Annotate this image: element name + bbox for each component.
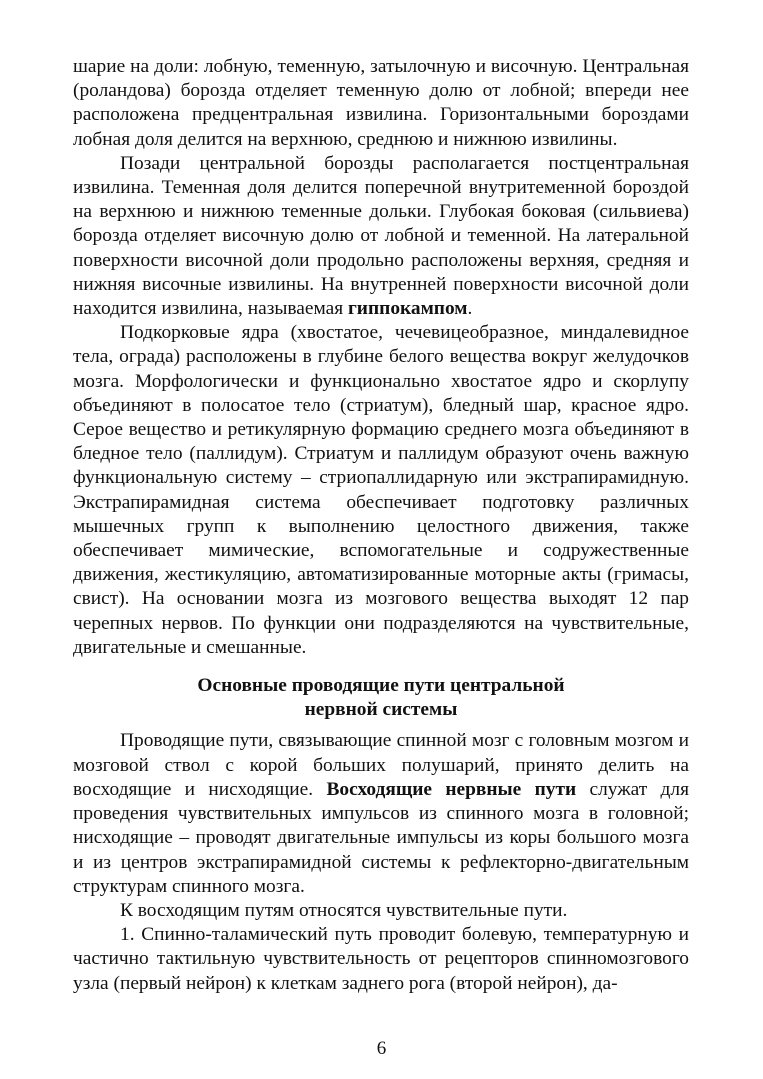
bold-term: гиппокампом [348,298,468,320]
paragraph: Подкорковые ядра (хвостатое, чечевицеобразное, миндалевидное тела, ограда) расположены в глубине белого вещества вокруг желудочков мозга. Морфологически и функционально хвостатое ядро и скорлупу объединяют в полосатое тело (стриатум), бледный шар, красное ядро. Серое вещество и ретикулярную формацию среднего мозга объединяют в бледное тело (паллидум). Стриатум и паллидум образуют очень важную функциональную систему – стриопаллидарную или экстрапирамидную. Экстрапирамидная система обеспечивает подготовку различных мышечных групп к выполнению целостного движения, также обеспечивает мимические, вспомогательные и содружественные движения, жестикуляцию, автоматизированные моторные акты (гримасы, свист). На основании мозга из мозгового вещества выходят 12 пар черепных нервов. По функции они подразделяются на чувствительные, двигательные и смешанные. [73,322,689,658]
paragraph: 1. Спинно-таламический путь проводит болевую, температурную и частично тактильную чувствительность от рецепторов спинномозгового узла (первый нейрон) к клеткам заднего рога (второй нейрон), да- [73,924,689,994]
page-body [73,55,689,996]
page-number: 6 [376,1038,387,1059]
paragraph: К восходящим путям относятся чувствительные пути. [120,899,568,921]
paragraph: шарие на доли: лобную, теменную, затылочную и височную. Центральная (роландова) борозда отделяет теменную долю от лобной; впереди нее расположена предцентральная извилина. Горизонтальными бороздами лобная доля делится на верхнюю, среднюю и нижнюю извилины. [73,56,689,150]
paragraph: Проводящие пути, связывающие спинной мозг с головным мозгом и мозговой ствол с корой больших полушарий, принято делить на восходящие и нисходящие. Восходящие нервные пути служат для проведения чувствительных импульсов из спинного мозга в головной; нисходящие – проводят двигательные импульсы из коры большого мозга и из центров экстрапирамидной системы к рефлекторно-двигательным структурам спинного мозга. [73,730,689,897]
section-heading-line: Основные проводящие пути центральной [197,675,565,697]
section-heading-line: нервной системы [304,699,458,721]
paragraph: Позади центральной борозды располагается постцентральная извилина. Теменная доля делится поперечной внутритеменной бороздой на верхнюю и нижнюю теменные дольки. Глубокая боковая (сильвиева) борозда отделяет височную долю от лобной и теменной. На латеральной поверхности височной доли продольно расположены верхняя, средняя и нижняя височные извилины. На внутренней поверхности височной доли находится извилина, называемая гиппокампом. [73,152,689,320]
bold-term: Восходящие нервные пути [326,778,577,800]
section-heading [73,674,689,722]
